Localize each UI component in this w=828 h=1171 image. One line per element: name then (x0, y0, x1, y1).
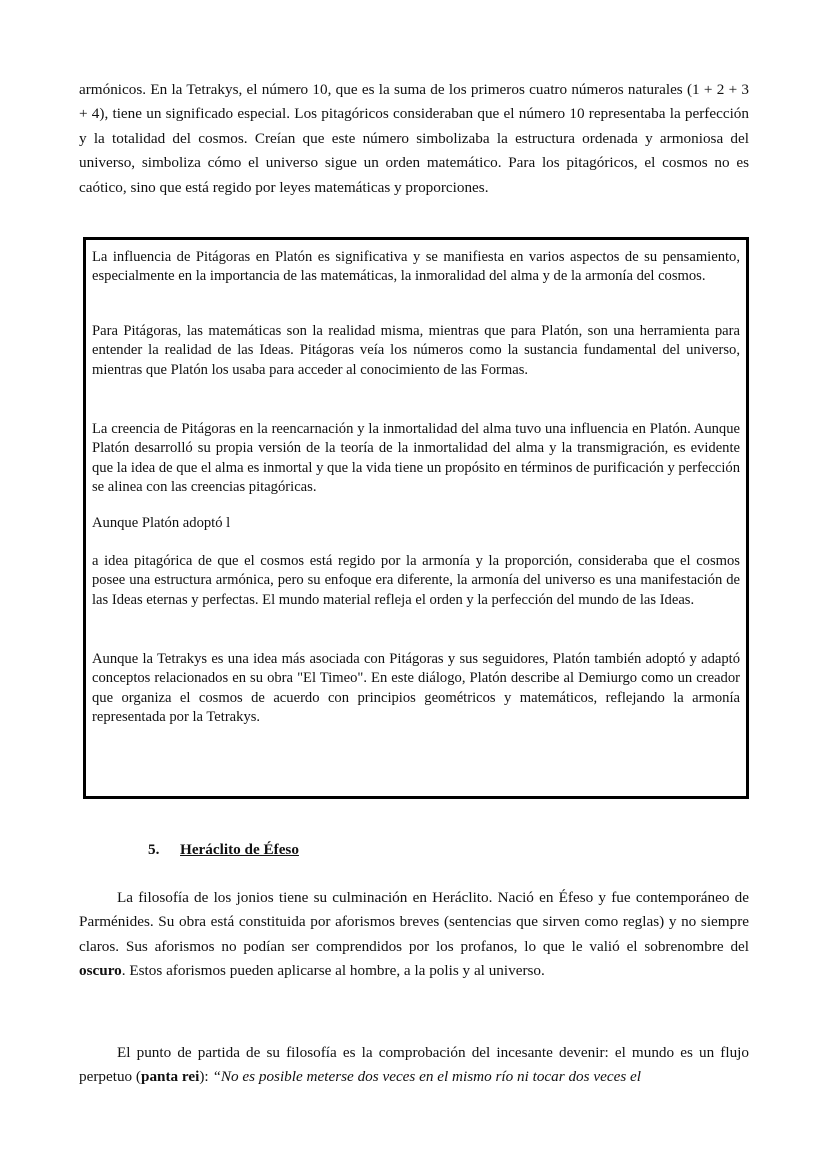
text-box (83, 237, 749, 799)
text: . Estos aforismos pueden aplicarse al hombre, a la polis y al universo. (121, 962, 545, 980)
text: El punto de partida de su filosofía es la comprobación del incesante devenir: el mundo es un flujo perpetuo ( (79, 1044, 749, 1086)
quote: “No es posible meterse dos veces en el mismo río ni tocar dos veces el (212, 1068, 641, 1086)
box-paragraph: La creencia de Pitágoras en la reencarnación y la inmortalidad del alma tuvo una influencia en Platón. Aunque Platón desarrolló su propia versión de la teoría de la inmortalidad del alma y la transmigración, es evidente que la idea de que el alma es inmortal y que la vida tiene un propósito en términos de purificación y perfección se alinea con las creencias pitagóricas. (92, 421, 740, 496)
box-paragraph: Para Pitágoras, las matemáticas son la realidad misma, mientras que para Platón, son una herramienta para entender la realidad de las Ideas. Pitágoras veía los números como la sustancia fundamental del universo, mientras que Platón los usaba para acceder al conocimiento de las Formas. (92, 323, 740, 378)
section-heading (148, 841, 299, 859)
box-paragraph: Aunque la Tetrakys es una idea más asociada con Pitágoras y sus seguidores, Platón también adoptó y adaptó conceptos relacionados en su obra "El Timeo". En este diálogo, Platón describe al Demiurgo como un creador que organiza el cosmos de acuerdo con principios geométricos y matemáticos, reflejando la armonía representada por la Tetrakys. (92, 651, 740, 726)
box-paragraph: a idea pitagórica de que el cosmos está regido por la armonía y la proporción, consideraba que el cosmos posee una estructura armónica, pero su enfoque era diferente, la armonía del universo es una manifestación de las Ideas eternas y perfectas. El mundo material refleja el orden y la perfección del mundo de las Ideas. (92, 553, 740, 608)
text: ): (199, 1068, 213, 1086)
box-paragraph: Aunque Platón adoptó l (92, 515, 231, 531)
box-paragraph: La influencia de Pitágoras en Platón es significativa y se manifiesta en varios aspectos de su pensamiento, especialmente en la importancia de las matemáticas, la inmoralidad del alma y de la armonía del cosmos. (92, 249, 740, 285)
section-number: 5. (148, 841, 160, 858)
intro-paragraph: armónicos. En la Tetrakys, el número 10, que es la suma de los primeros cuatro números naturales (1 + 2 + 3 + 4), tiene un significado especial. Los pitagóricos consideraban que el número 10 representaba la perfección y la totalidad del cosmos. Creían que este número simbolizaba la estructura ordenada y armoniosa del universo, simboliza cómo el universo sigue un orden matemático. Para los pitagóricos, el cosmos no es caótico, sino que está regido por leyes matemáticas y proporciones. (79, 81, 749, 196)
section-paragraph-1 (79, 886, 749, 984)
bold-term: panta rei (141, 1068, 200, 1086)
text: La filosofía de los jonios tiene su culminación en Heráclito. Nació en Éfeso y fue contemporáneo de Parménides. Su obra está constituida por aforismos breves (sentencias que sirven como reglas) y no siempre claros. Sus aforismos no podían ser comprendidos por los profanos, lo que le valió el sobrenombre del (79, 889, 749, 955)
section-title: Heráclito de Éfeso (180, 841, 299, 858)
section-paragraph-2 (79, 1041, 749, 1090)
bold-term: oscuro (79, 962, 122, 980)
